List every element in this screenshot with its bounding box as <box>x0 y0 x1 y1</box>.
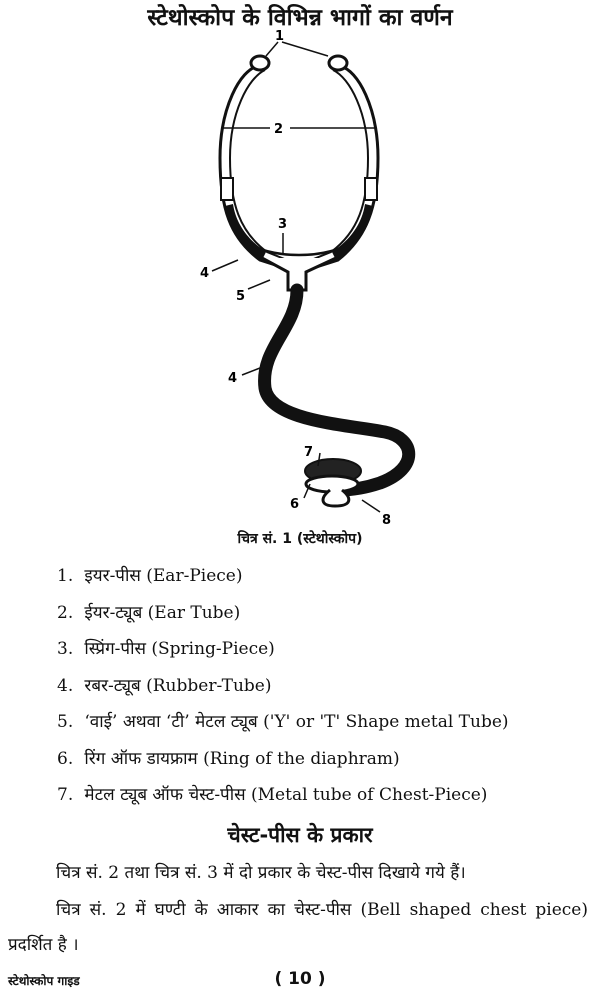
list-item-number: 1. <box>57 566 74 586</box>
list-item-number: 7. <box>57 785 74 805</box>
list-item-text: रबर-ट्यूब (Rubber-Tube) <box>84 675 272 696</box>
list-item-number: 4. <box>57 675 74 696</box>
ear-piece-right <box>329 56 347 70</box>
leader-line-1-right <box>282 42 328 56</box>
paragraph-1: चित्र सं. 2 तथा चित्र सं. 3 में दो प्रकार के चेस्ट-पीस दिखाये गये हैं। <box>56 863 466 883</box>
list-item-number: 3. <box>57 639 74 659</box>
page-number: ( 10 ) <box>274 969 326 989</box>
figure-caption: चित्र सं. 1 (स्टेथोस्कोप) <box>237 531 363 547</box>
list-item-text: स्प्रिंग-पीस (Spring-Piece) <box>84 639 275 659</box>
tube-clamp-right <box>365 178 377 200</box>
leader-line-8 <box>362 500 380 512</box>
label-3: 3 <box>278 217 288 232</box>
label-4-bottom: 4 <box>228 371 238 386</box>
label-8: 8 <box>382 513 392 528</box>
ear-tube-inner <box>230 70 368 260</box>
label-5: 5 <box>236 289 246 304</box>
list-item-text: रिंग ऑफ डायफ्राम (Ring of the diaphram) <box>84 748 400 769</box>
leader-line-4-top <box>212 260 238 271</box>
parts-list <box>57 564 597 820</box>
label-1: 1 <box>275 29 285 44</box>
list-item-number: 6. <box>57 748 74 769</box>
list-item <box>57 637 597 674</box>
label-6: 6 <box>290 497 300 512</box>
list-item-text: ‘वाई’ अथवा ‘टी’ मेटल ट्यूब ('Y' or 'T' Shape metal Tube) <box>84 712 509 732</box>
stethoscope-figure <box>170 28 430 528</box>
list-item <box>57 747 597 784</box>
list-item-number: 5. <box>57 712 74 732</box>
label-4-top: 4 <box>200 266 210 281</box>
section-heading: चेस्ट-पीस के प्रकार <box>227 823 373 847</box>
leader-line-4-bottom <box>242 368 260 375</box>
leader-line-5 <box>248 280 270 289</box>
list-item <box>57 564 597 601</box>
footer-book-name: स्टेथोस्कोप गाइड <box>8 974 80 988</box>
tube-clamp-left <box>221 178 233 200</box>
list-item-text: ईयर-ट्यूब (Ear Tube) <box>84 602 241 623</box>
page-title: स्टेथोस्कोप के विभिन्न भागों का वर्णन <box>147 5 453 31</box>
rubber-sleeve-right <box>332 204 373 260</box>
list-item <box>57 601 597 638</box>
list-item <box>57 710 597 747</box>
rubber-sleeve-left <box>225 204 266 260</box>
label-7: 7 <box>304 445 314 460</box>
ear-piece-left <box>251 56 269 70</box>
list-item-text: मेटल ट्यूब ऑफ चेस्ट-पीस (Metal tube of Chest-Piece) <box>84 785 488 805</box>
label-2: 2 <box>274 122 284 137</box>
leader-line-1-left <box>266 42 278 56</box>
list-item-text: इयर-पीस (Ear-Piece) <box>84 566 243 586</box>
chest-piece-ring <box>306 476 358 492</box>
list-item <box>57 674 597 711</box>
list-item <box>57 783 597 820</box>
paragraph-2: चित्र सं. 2 में घण्टी के आकार का चेस्ट-पीस (Bell shaped chest piece) प्रदर्शित है । <box>8 900 588 955</box>
chest-piece-bell <box>323 490 349 506</box>
stethoscope-illustration <box>170 28 430 528</box>
list-item-number: 2. <box>57 602 74 623</box>
